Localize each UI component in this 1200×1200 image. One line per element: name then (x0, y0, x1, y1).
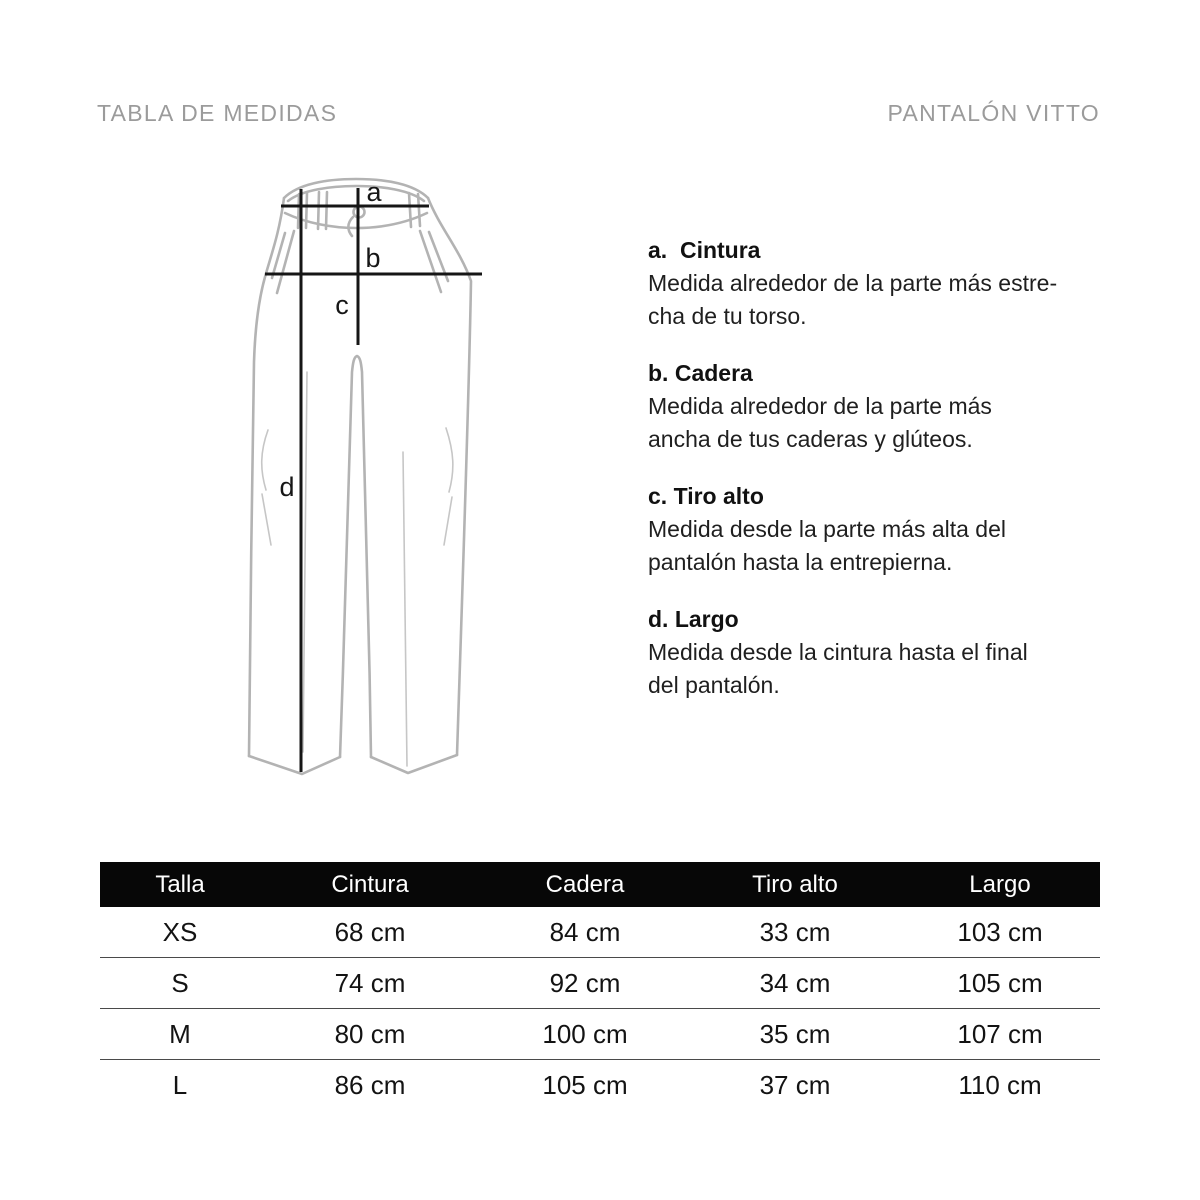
cell-size: S (171, 967, 189, 998)
table-row-l (100, 1059, 1100, 1110)
definition-cadera (648, 357, 1116, 456)
cell-cadera: 100 cm (542, 1018, 628, 1049)
marker-a-label: a (366, 177, 382, 207)
cell-cadera: 105 cm (542, 1069, 628, 1100)
size-table-header (100, 862, 1100, 907)
definition-text: Medida desde la parte más alta del (648, 516, 1006, 542)
marker-b-label: b (365, 243, 381, 273)
table-row-m (100, 1008, 1100, 1059)
definition-text: Medida alrededor de la parte más estre- (648, 270, 1058, 296)
cell-largo: 110 cm (958, 1069, 1042, 1100)
marker-c-label: c (335, 290, 349, 320)
definition-heading: d. Largo (648, 606, 739, 632)
definition-heading: c. Tiro alto (648, 483, 764, 509)
cell-size: L (172, 1069, 188, 1100)
pants-crease-lines (262, 372, 453, 766)
definition-text: Medida alrededor de la parte más (648, 393, 992, 419)
measurement-lines (265, 188, 482, 772)
definition-cintura (648, 234, 1116, 333)
size-table (100, 862, 1100, 1110)
cell-tiro-alto: 33 cm (759, 916, 831, 947)
cell-cadera: 92 cm (549, 967, 621, 998)
header-cell-talla: Talla (155, 870, 205, 898)
definition-text: cha de tu torso. (648, 303, 807, 329)
cell-tiro-alto: 35 cm (759, 1018, 831, 1049)
header-cell-largo: Largo (969, 870, 1031, 898)
definition-heading: b. Cadera (648, 360, 753, 386)
definition-largo (648, 603, 1116, 702)
cell-largo: 107 cm (957, 1018, 1043, 1049)
definition-text: del pantalón. (648, 672, 780, 698)
header-cell-cintura: Cintura (331, 870, 409, 898)
table-row-xs (100, 907, 1100, 957)
cell-tiro-alto: 34 cm (759, 967, 831, 998)
definition-heading: a. Cintura (648, 237, 761, 263)
pants-diagram (245, 172, 485, 784)
definition-text: ancha de tus caderas y glúteos. (648, 426, 973, 452)
cell-cintura: 74 cm (334, 967, 406, 998)
measurement-definitions (648, 234, 1116, 726)
cell-tiro-alto: 37 cm (759, 1069, 831, 1100)
cell-cintura: 86 cm (334, 1069, 406, 1100)
cell-size: M (169, 1018, 191, 1049)
page-title: TABLA DE MEDIDAS (97, 100, 338, 126)
cell-cintura: 68 cm (334, 916, 406, 947)
product-name: PANTALÓN VITTO (887, 100, 1100, 126)
cell-cadera: 84 cm (549, 916, 621, 947)
definition-tiro-alto (648, 480, 1116, 579)
marker-d-label: d (279, 472, 295, 502)
table-row-s (100, 957, 1100, 1008)
cell-largo: 105 cm (957, 967, 1043, 998)
cell-cintura: 80 cm (334, 1018, 406, 1049)
header-cell-tiro-alto: Tiro alto (752, 870, 838, 898)
header-cell-cadera: Cadera (545, 870, 625, 898)
definition-text: Medida desde la cintura hasta el final (648, 639, 1028, 665)
definition-text: pantalón hasta la entrepierna. (648, 549, 953, 575)
cell-size: XS (162, 916, 198, 947)
cell-largo: 103 cm (957, 916, 1043, 947)
